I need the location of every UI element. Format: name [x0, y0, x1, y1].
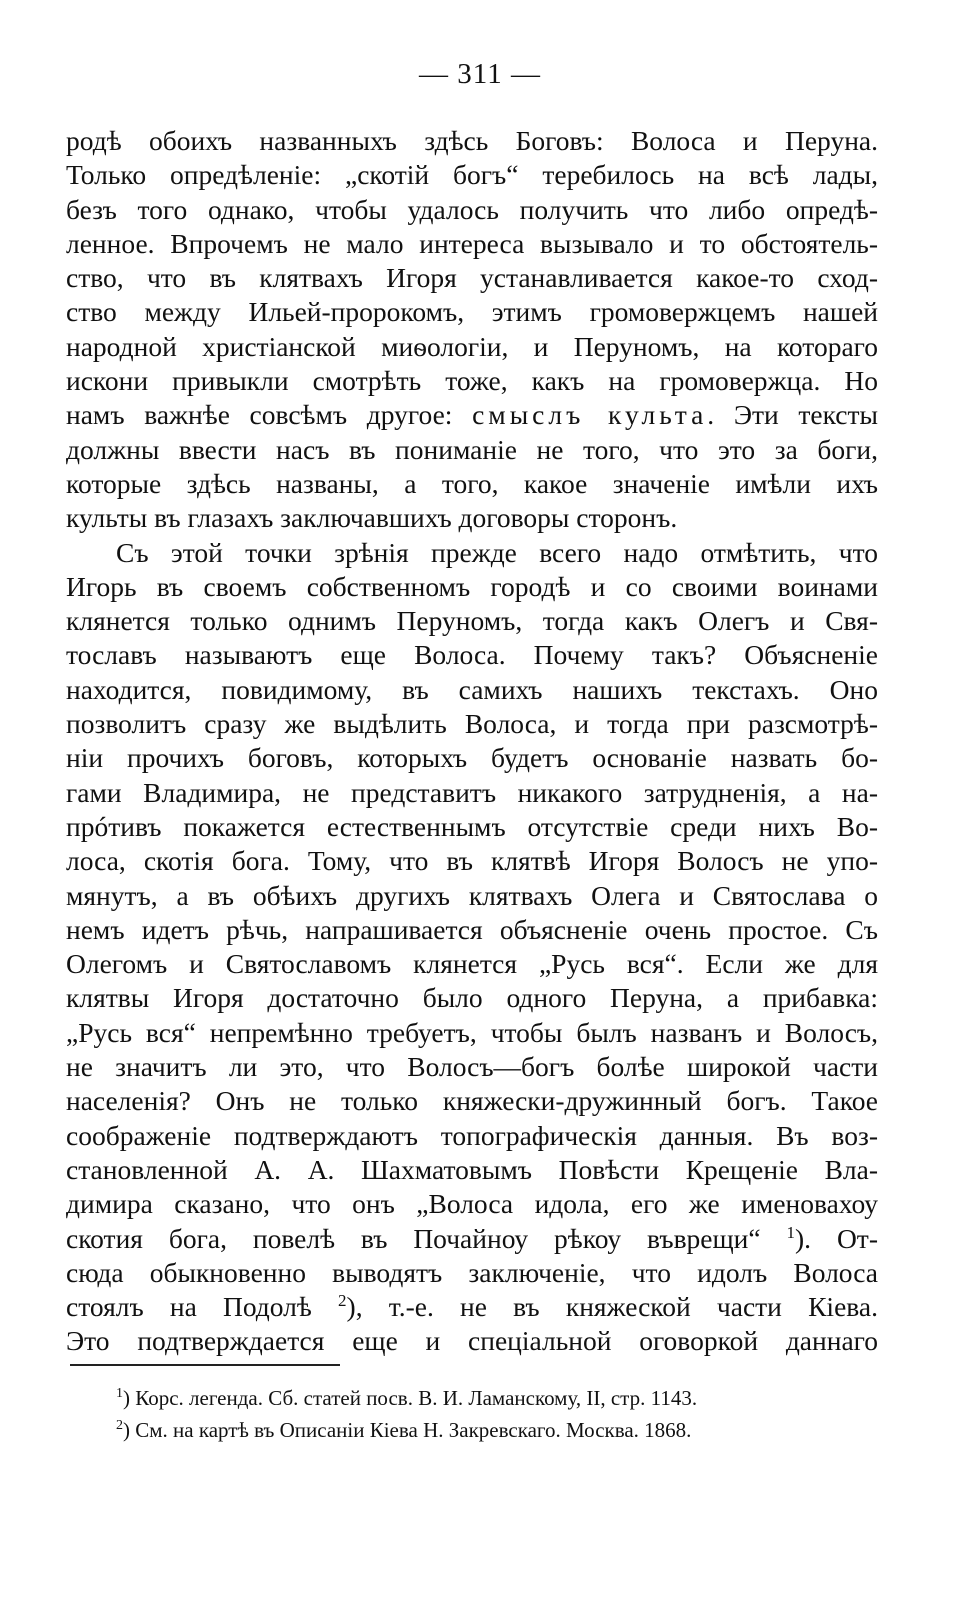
footnote-divider	[70, 1364, 340, 1366]
footnote-2	[116, 1414, 878, 1446]
text-line: „Русь вся“ непремѣнно требуетъ, чтобы былъ названъ и Волосъ,	[66, 1016, 878, 1048]
text-line: родѣ обоихъ названныхъ здѣсь Боговъ: Волоса и Перуна.	[66, 125, 878, 156]
text-line: лоса, скотія бога. Тому, что въ клятвѣ Игоря Волосъ не упо-	[66, 845, 878, 877]
emphasized-phrase: смыслъ культа	[472, 399, 708, 431]
text-fragment: скотия бога, повелѣ въ Почайноу рѣкоу въврещи“	[66, 1222, 787, 1254]
text-line: немъ идетъ рѣчь, напрашивается объясненіе очень простое. Съ	[66, 913, 878, 945]
footnote-mark: 1	[116, 1386, 123, 1401]
text-line: безъ того однако, чтобы удалось получить что либо опредѣ-	[66, 193, 878, 225]
text-fragment: . Эти тексты	[707, 399, 878, 431]
footnote-text: ) См. на картѣ въ Описаніи Кіева Н. Закревскаго. Москва. 1868.	[123, 1418, 692, 1442]
text-line	[66, 1290, 878, 1324]
text-line: соображеніе подтверждаютъ топографическія данныя. Въ воз-	[66, 1119, 878, 1151]
text-line: искони привыкли смотрѣть тоже, какъ на громовержца. Но	[66, 365, 878, 397]
text-line: находится, повидимому, въ самихъ нашихъ текстахъ. Оно	[66, 673, 878, 705]
text-line: становленной А. А. Шахматовымъ Повѣсти Крещеніе Вла-	[66, 1153, 878, 1185]
footnote-1	[116, 1382, 878, 1414]
paragraph-start-line: Съ этой точки зрѣнія прежде всего надо отмѣтить, что	[116, 536, 878, 568]
text-line: народной христіанской миѳологіи, и Перуномъ, на котораго	[66, 330, 878, 362]
text-line: Олегомъ и Святославомъ клянется „Русь вся“. Если же для	[66, 948, 878, 980]
text-line: Это подтверждается еще и спеціальной оговоркой даннаго	[66, 1325, 878, 1357]
text-line: клянется только однимъ Перуномъ, тогда какъ Олегъ и Свя-	[66, 605, 878, 637]
text-line: ніи прочихъ боговъ, которыхъ будетъ основаніе назвать бо-	[66, 742, 878, 774]
body-text	[66, 124, 878, 1359]
text-line: населенія? Онъ не только княжески-дружинный богъ. Такое	[66, 1085, 878, 1117]
text-line	[66, 398, 878, 432]
text-line: должны ввести насъ въ пониманіе не того, что это за боги,	[66, 433, 878, 465]
text-fragment: ). От-	[795, 1222, 878, 1254]
text-line: сюда обыкновенно выводятъ заключеніе, что идолъ Волоса	[66, 1256, 878, 1288]
text-line: позволитъ сразу же выдѣлить Волоса, и тогда при разсмотрѣ-	[66, 708, 878, 740]
footnote-ref-2: 2	[338, 1291, 347, 1311]
text-line	[66, 1222, 878, 1256]
text-line: мянутъ, а въ обѣихъ другихъ клятвахъ Олега и Святослава о	[66, 879, 878, 911]
text-line: гами Владимира, не представитъ никакого затрудненія, а на-	[66, 776, 878, 808]
text-line: ленное. Впрочемъ не мало интереса вызывало и то обстоятель-	[66, 227, 878, 259]
text-line: Только опредѣленіе: „скотій богъ“ теребилось на всѣ лады,	[66, 159, 878, 191]
page-number: — 311 —	[419, 58, 541, 90]
text-line: ство, что въ клятвахъ Игоря устанавливается какое-то сход-	[66, 262, 878, 294]
text-line: Игорь въ своемъ собственномъ городѣ и со своими воинами	[66, 570, 878, 602]
footnote-mark: 2	[116, 1418, 123, 1433]
footnote-ref-1: 1	[786, 1222, 796, 1242]
text-line: которые здѣсь названы, а того, какое значеніе имѣли ихъ	[66, 467, 878, 499]
text-line: клятвы Игоря достаточно было одного Перуна, а прибавка:	[66, 982, 878, 1014]
footnote-text: ) Корс. легенда. Сб. статей посв. В. И. Ламанскому, II, стр. 1143.	[123, 1386, 698, 1410]
text-line: димира сказано, что онъ „Волоса идола, его же именовахоу	[66, 1188, 878, 1220]
text-line: не значитъ ли это, что Волосъ—богъ болѣе широкой части	[66, 1051, 878, 1083]
text-line: ство между Ильей-пророкомъ, этимъ громовержцемъ нашей	[66, 296, 878, 328]
text-line: прóтивъ покажется естественнымъ отсутствіе среди нихъ Во-	[66, 810, 878, 842]
text-line: культы въ глазахъ заключавшихъ договоры сторонъ.	[66, 502, 678, 534]
text-fragment: намъ важнѣе совсѣмъ другое:	[66, 399, 473, 431]
text-fragment: ), т.-е. не въ княжеской части Кіева.	[346, 1291, 878, 1323]
text-fragment: стоялъ на Подолѣ	[66, 1291, 339, 1323]
text-line: тославъ называютъ еще Волоса. Почему такъ? Объясненіе	[66, 639, 878, 671]
footnotes	[116, 1382, 878, 1446]
